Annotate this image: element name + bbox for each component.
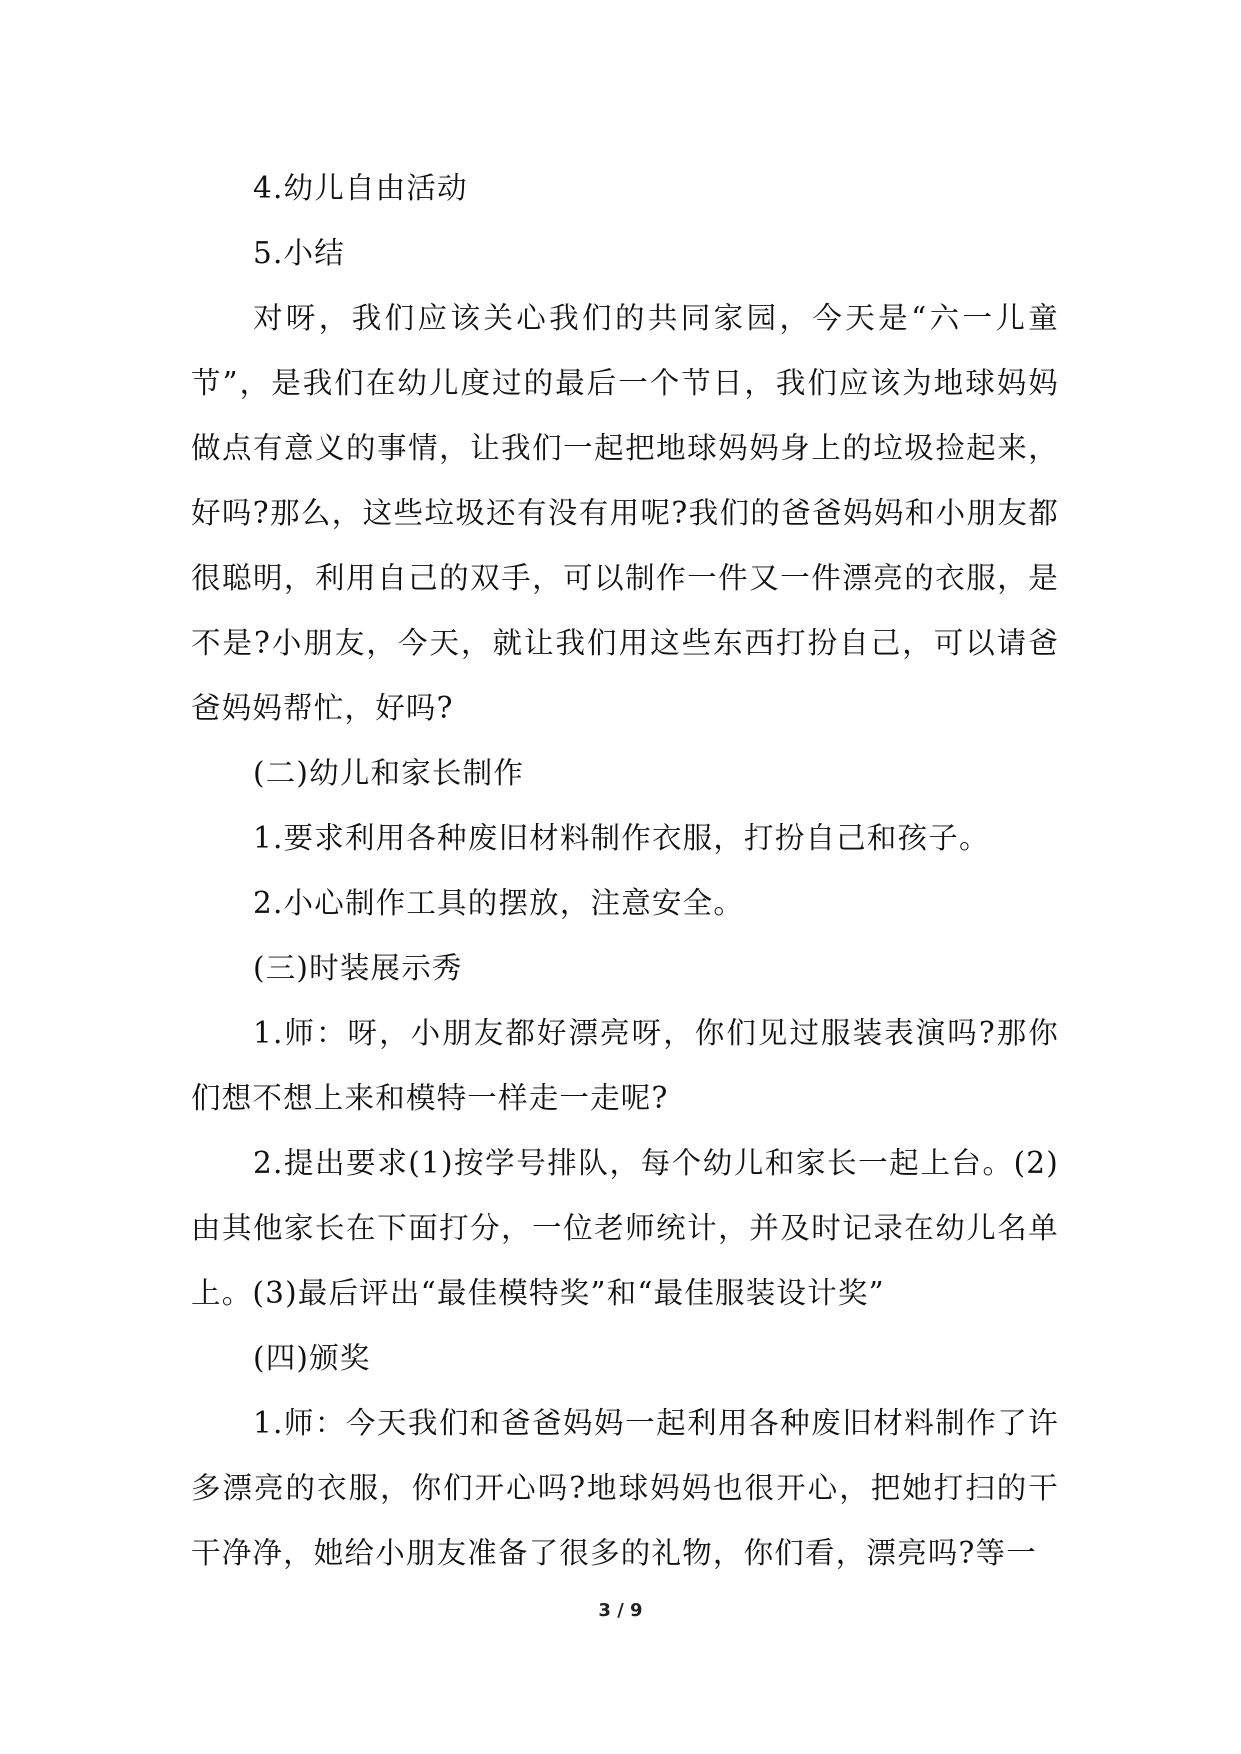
paragraph-free-activity: 4.幼儿自由活动: [253, 171, 468, 205]
paragraph-fashion-show-rules: 2.提出要求(1)按学号排队，每个幼儿和家长一起上台。(2)由其他家长在下面打分，一位老师统计，并及时记录在幼儿名单上。(3)最后评出“最佳模特奖”和“最佳服装设计奖”: [191, 1146, 1059, 1310]
section-heading-fashion-show: (三)时装展示秀: [253, 951, 463, 985]
paragraph-summary-text: 对呀，我们应该关心我们的共同家园，今天是“六一儿童节”，是我们在幼儿度过的最后一个节日，我们应该为地球妈妈做点有意义的事情，让我们一起把地球妈妈身上的垃圾捡起来，好吗?那么，这些垃圾还有没有用呢?我们的爸爸妈妈和小朋友都很聪明，利用自己的双手，可以制作一件又一件漂亮的衣服，是不是?小朋友，今天，就让我们用这些东西打扮自己，可以请爸爸妈妈帮忙，好吗?: [191, 301, 1059, 725]
paragraph-summary-heading: 5.小结: [253, 236, 345, 270]
paragraph-making-requirement: 1.要求利用各种废旧材料制作衣服，打扮自己和孩子。: [253, 821, 990, 855]
paragraph-making-safety: 2.小心制作工具的摆放，注意安全。: [253, 886, 745, 920]
section-heading-making: (二)幼儿和家长制作: [253, 756, 525, 790]
paragraph-fashion-show-teacher: 1.师：呀，小朋友都好漂亮呀，你们见过服装表演吗?那你们想不想上来和模特一样走一走呢?: [191, 1016, 1059, 1115]
section-heading-award: (四)颁奖: [253, 1341, 371, 1375]
document-body: [191, 156, 1059, 1586]
page-number: 3 / 9: [598, 1600, 643, 1621]
paragraph-award-teacher: 1.师：今天我们和爸爸妈妈一起利用各种废旧材料制作了许多漂亮的衣服，你们开心吗?地球妈妈也很开心，把她打扫的干干净净，她给小朋友准备了很多的礼物，你们看，漂亮吗?等一: [191, 1406, 1059, 1570]
